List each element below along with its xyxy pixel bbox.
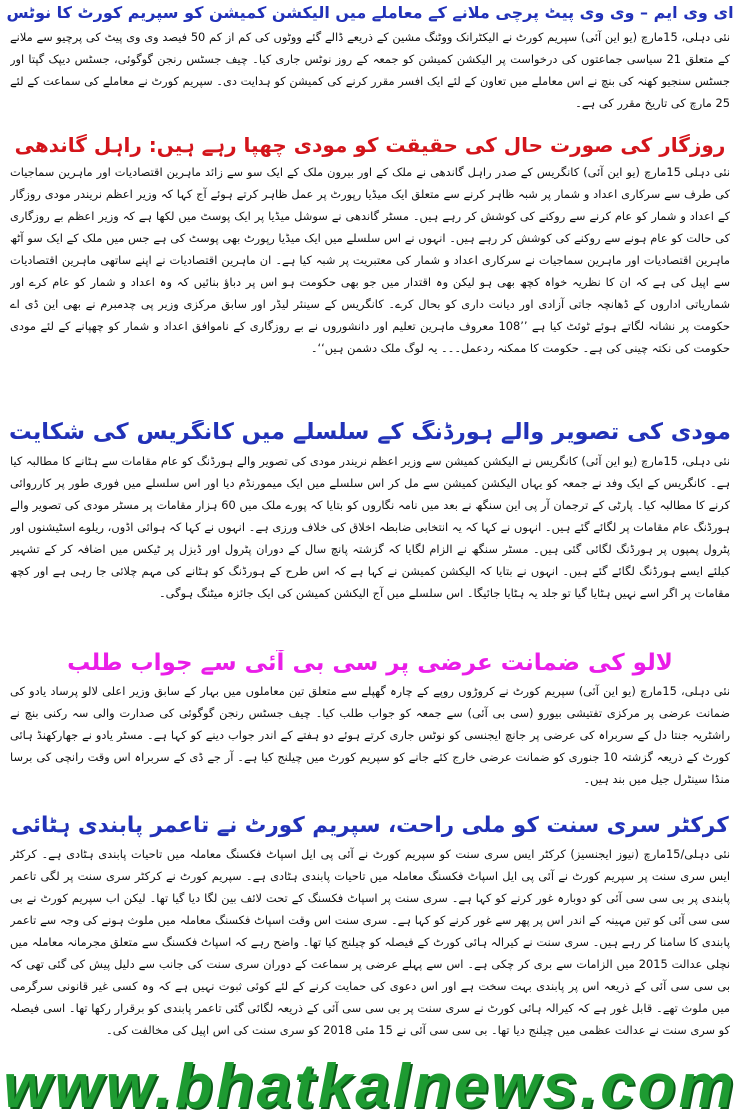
headline-sreesanth: کرکٹر سری سنت کو ملی راحت، سپریم کورٹ نے تاعمر پابندی ہٹائی [11,814,729,838]
body-evm-notice: نئی دہلی، 15مارچ (یو این آئی) سپریم کورٹ نے الیکٹرانک ووٹنگ مشین کے ذریعے ڈالے گئے ووٹوں کی کم از کم 50 فیصد وی وی پیٹ کی پرچیو سے ملانے کے متعلق 21 سیاسی جماعتوں کی درخواست پر الیکشن کمیشن کو جمعہ کے روز نوٹس جاری کیا۔ چیف جسٹس رنجن گوگوئی، جسٹس دیپک گپتا اور جسٹس سنجیو کھنہ کی بنچ نے اس معاملے میں تعاون کے لئے ایک افسر مقرر کرنے کی کمیشن کو ہدایت دی۔ سپریم کورٹ نے معاملے کی سماعت کے لئے 25 مارچ کی تاریخ مقرر کی ہے۔ [10,30,730,111]
article-modi-hoarding [6,420,734,648]
body-lalu-bail: نئی دہلی، 15مارچ (یو این آئی) سپریم کورٹ نے کروڑوں روپے کے چارہ گھپلے سے متعلق تین معاملوں میں بہار کے سابق وزیر اعلی لالو پرساد یادو کی ضمانت عرضی پر مرکزی تفتیشی بیورو (سی بی آئی) سے جمعہ کو جواب طلب کیا۔ چیف جسٹس رنجن گوگوئی کی صدارت والی سہ رکنی بنچ نے راشٹریہ جنتا دل کے سربراہ کی عرضی پر جانچ ایجنسی کو نوٹس جاری کرتے ہوئے دو ہفتے کے اندر جواب دینے کو کہا ہے۔ مسٹر یادو نے جھارکھنڈ ہائی کورٹ کے ذریعہ گزشتہ 10 جنوری کو ضمانت عرضی خارج کئے جانے کو سپریم کورٹ میں چیلنج کیا ہے۔ آر جے ڈی کے سربراہ اس وقت رانچی کی برسا منڈا سینٹرل جیل میں بند ہیں۔ [10,684,730,787]
headline-modi-hoarding: مودی کی تصویر والے ہورڈنگ کے سلسلے میں کانگریس کی شکایت [9,420,731,445]
body-rahul-gandhi: نئی دہلی 15مارچ (یو این آئی) کانگریس کے صدر راہل گاندھی نے ملک کے اور بیرون ملک کے ایک سو سے زائد ماہرین اقتصادیات اور ماہرین سماجیات کی طرف سے سرکاری اعداد و شمار پر شبہ ظاہر کرنے سے متعلق ایک میڈیا رپورٹ پر عمل ظاہر کرتے ہوئے آج کہا کہ وزیر اعظم نریندر مودی روزگار کے اعداد و شمار کو عام کرنے سے روکنے کی کوشش کر رہے ہیں۔ مسٹر گاندھی نے سوشل میڈیا پر ایک پوسٹ میں لکھا ہے کہ وزیر اعظم بے روزگاری کی حالت کو عام ہونے سے روکنے کی کوشش کر رہے ہیں۔ انہوں نے اس سلسلے میں ایک میڈیا رپورٹ بھی پوسٹ کی ہے جس میں ملک کے ایک سو آٹھ ماہرین اقتصادیات اور ماہرین سماجیات نے سرکاری اعداد و شمار کی معتبریت پر شبہ کیا ہے۔ ان ماہرین اقتصادیات نے اپنے ساتھی ماہرین اقتصادیات سے اپیل کی ہے کہ ان کا نظریہ خواہ کچھ بھی ہو لیکن وہ اقتدار میں جو بھی حکومت ہو اس پر دباؤ بنائیں کہ وہ اعداد و شمار کو عام کرے اور شماریاتی اداروں کے ڈھانچہ جاتی آزادی اور دیانت داری کو بحال کرے۔ کانگریس کے سینئر لیڈر اور سابق مرکزی وزیر پی چدمبرم نے بھی این ڈی اے حکومت پر نشانہ لگاتے ہوئے ٹوئٹ کیا ہے ’’108 معروف ماہرین تعلیم اور دانشوروں نے بے روزگاری کے ناموافق اعداد و شمار کو چھپانے کے لئے مودی حکومت کی نکتہ چینی کی ہے۔ حکومت کا ممکنہ ردعمل۔۔۔ یہ لوگ ملک دشمن ہیں‘‘۔ [10,165,730,355]
body-sreesanth: نئی دہلی/15مارچ (نیوز ایجنسیز) کرکٹر ایس سری سنت کو سپریم کورٹ نے آئی پی ایل اسپاٹ فکسنگ معاملہ میں تاحیات پابندی ہٹادی ہے۔ کرکٹر ایس سری سنت پر سپریم کورٹ نے آئی پی ایل اسپاٹ فکسنگ معاملہ میں تاحیات پابندی ہٹادی ہے۔ سپریم کورٹ نے کرکٹر سری سنت پر لگی تاعمر پابندی پر بی سی سی آئی کو دوبارہ غور کرنے کو کہا ہے۔ سری سنت پر اسپاٹ فکسنگ کے تحت لائف بین لگا دیا گیا تھا۔ لیکن اب سپریم کورٹ نے بی سی سی آئی کو تین مہینہ کے اندر اس پر پھر سے غور کرنے کو کہا ہے۔ سری سنت اس وقت اسپاٹ فکسنگ معاملہ میں ملوث ہونے کی وجہ سے تاعمر پابندی کا سامنا کر رہے ہیں۔ سری سنت نے کیرالہ ہائی کورٹ کے فیصلہ کو چیلنج کیا تھا۔ واضح رہے کہ اسپاٹ فکسنگ سے متعلق مجرمانہ معاملہ میں نچلی عدالت 2015 میں الزامات سے بری کر چکی ہے۔ اس سے پہلے عرضی پر سماعت کے دوران سری سنت کی جانب سے دلیل پیش کی گئی تھی کہ بی سی سی آئی کے ذریعہ اس پر پابندی بہت سخت ہے اور اس دعوی کی حمایت کرنے کے لئے کوئی ثبوت نہیں ہے کہ وہ کسی غیر قانونی سرگرمی میں ملوث تھے۔ قابل غور ہے کہ کیرالہ ہائی کورٹ نے سری سنت پر بی سی سی آئی کے ذریعہ لگائی گئی تاعمر پابندی کو برقرار رکھا تھا۔ اسی فیصلہ کو سری سنت نے عدالت عظمی میں چیلنج دیا تھا۔ بی سی سی آئی نے 15 مئی 2018 کو سری سنت کی اس اپیل کی مخالفت کی۔ [10,846,730,1037]
site-url[interactable]: www.bhatkalnews.com [3,1056,737,1118]
article-lalu-bail [6,650,734,790]
article-evm-notice [6,4,734,114]
headline-rahul-gandhi: روزگار کی صورت حال کی حقیقت کو مودی چھپا رہے ہیں: راہل گاندھی [14,134,726,157]
article-sreesanth [6,814,734,1043]
headline-lalu-bail: لالو کی ضمانت عرضی پر سی بی آئی سے جواب طلب [67,650,673,676]
headline-evm-notice: ای وی ایم – وی وی پیٹ پرچی ملانے کے معاملے میں الیکشن کمیشن کو سپریم کورٹ کا نوٹس [6,4,734,22]
article-rahul-gandhi [6,134,734,425]
site-footer-banner [0,1056,740,1118]
body-modi-hoarding: نئی دہلی، 15مارچ (یو این آئی) کانگریس نے الیکشن کمیشن سے وزیر اعظم نریندر مودی کی تصویر والے ہورڈنگ کو عام مقامات سے ہٹانے کا مطالبہ کیا ہے۔ کانگریس کے ایک وفد نے جمعہ کو یہاں الیکشن کمیشن سے مل کر اس سلسلے میں ایک میمورنڈم دیا اور اس سلسلے میں فوری طور پر کارروائی کرنے کا مطالبہ کیا۔ پارٹی کے ترجمان آر پی این سنگھ نے بعد میں نامہ نگاروں کو بتایا کہ پورے ملک میں 60 ہزار مقامات پر مسٹر مودی کی تصویر والے ہورڈنگ عام مقامات پر لگائے گئے ہیں۔ انہوں نے کہا کہ یہ انتخابی ضابطہ اخلاق کی خلاف ورزی ہے۔ انہوں نے کہا کہ ہوائی اڈوں، ریلوے اسٹیشنوں اور پٹرول پمپوں پر ہورڈنگ لگائی گئی ہیں۔ مسٹر سنگھ نے الزام لگایا کہ گزشتہ پانچ سال کے دوران پٹرول اور ڈیزل پر ٹیکس میں اضافہ کر کے تشہیر کیلئے ایسے ہورڈنگ لگائے گئے ہیں۔ انہوں نے بتایا کہ الیکشن کمیشن نے کہا ہے کہ اس طرح کے ہورڈنگ کو ہٹانے کی مہم چلائی جا رہی ہے اور کچھ مقامات پر اگر اسے نہیں ہٹایا گیا تو جلد یہ ہٹایا جائیگا۔ اس سلسلے میں آج الیکشن کمیشن کی ایک جائزہ میٹنگ ہوگی۔ [10,453,730,600]
